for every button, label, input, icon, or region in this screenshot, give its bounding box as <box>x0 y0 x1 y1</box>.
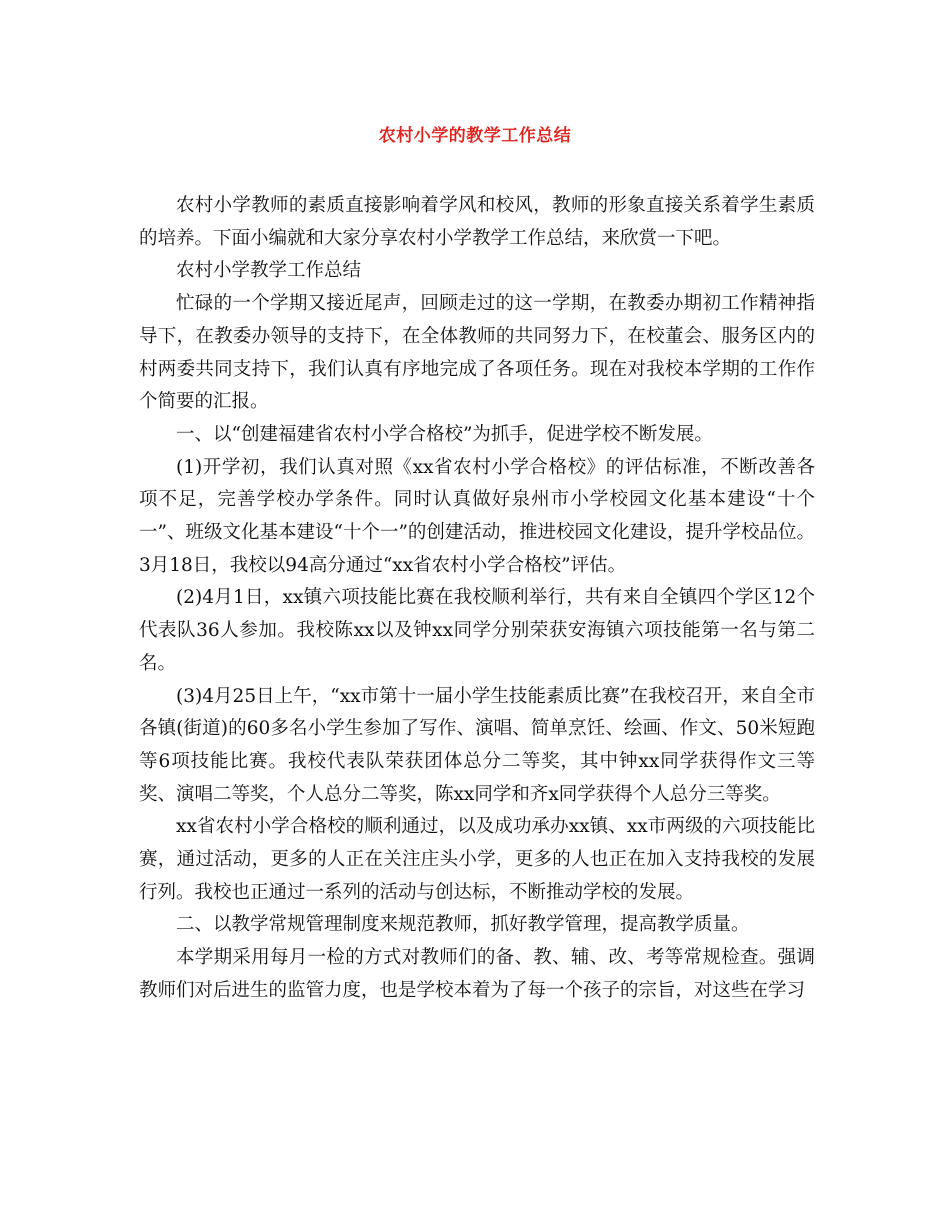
paragraph-item-2: (2)4月1日，xx镇六项技能比赛在我校顺利举行，共有来自全镇四个学区12个代表队36人参加。我校陈xx以及钟xx同学分别荣获安海镇六项技能第一名与第二名。 <box>139 587 815 674</box>
paragraph-item-1: (1)开学初，我们认真对照《xx省农村小学合格校》的评估标准，不断改善各项不足，完善学校办学条件。同时认真做好泉州市小学校园文化基本建设“十个一”、班级文化基本建设“十个一”的创建活动，推进校园文化建设，提升学校品位。3月18日，我校以94高分通过“xx省农村小学合格校”评估。 <box>139 456 815 576</box>
paragraph-subtitle: 农村小学教学工作总结 <box>176 260 362 282</box>
paragraph-summary-1: xx省农村小学合格校的顺利通过，以及成功承办xx镇、xx市两级的六项技能比赛，通过活动，更多的人正在关注庄头小学，更多的人也正在加入支持我校的发展行列。我校也正通过一系列的活动与创达标，不断推动学校的发展。 <box>139 816 815 903</box>
document-body <box>139 190 815 1008</box>
document-title: 农村小学的教学工作总结 <box>378 126 572 146</box>
paragraph-intro: 农村小学教师的素质直接影响着学风和校风，教师的形象直接关系着学生素质的培养。下面小编就和大家分享农村小学教学工作总结，来欣赏一下吧。 <box>139 195 815 249</box>
section-heading-2: 二、以教学常规管理制度来规范教师，抓好教学管理，提高教学质量。 <box>176 914 750 936</box>
section-heading-1: 一、以“创建福建省农村小学合格校”为抓手，促进学校不断发展。 <box>176 423 713 445</box>
paragraph-teaching: 本学期采用每月一检的方式对教师们的备、教、辅、改、考等常规检查。强调教师们对后进生的监管力度，也是学校本着为了每一个孩子的宗旨，对这些在学习 <box>139 947 815 1001</box>
paragraph-overview: 忙碌的一个学期又接近尾声，回顾走过的这一学期，在教委办期初工作精神指导下，在教委办领导的支持下，在全体教师的共同努力下，在校董会、服务区内的村两委共同支持下，我们认真有序地完成了各项任务。现在对我校本学期的工作作个简要的汇报。 <box>139 293 815 413</box>
paragraph-item-3: (3)4月25日上午，“xx市第十一届小学生技能素质比赛”在我校召开，来自全市各镇(街道)的60多名小学生参加了写作、演唱、简单烹饪、绘画、作文、50米短跑等6项技能比赛。我校代表队荣获团体总分二等奖，其中钟xx同学获得作文三等奖、演唱二等奖，个人总分二等奖，陈xx同学和齐x同学获得个人总分三等奖。 <box>139 685 815 805</box>
